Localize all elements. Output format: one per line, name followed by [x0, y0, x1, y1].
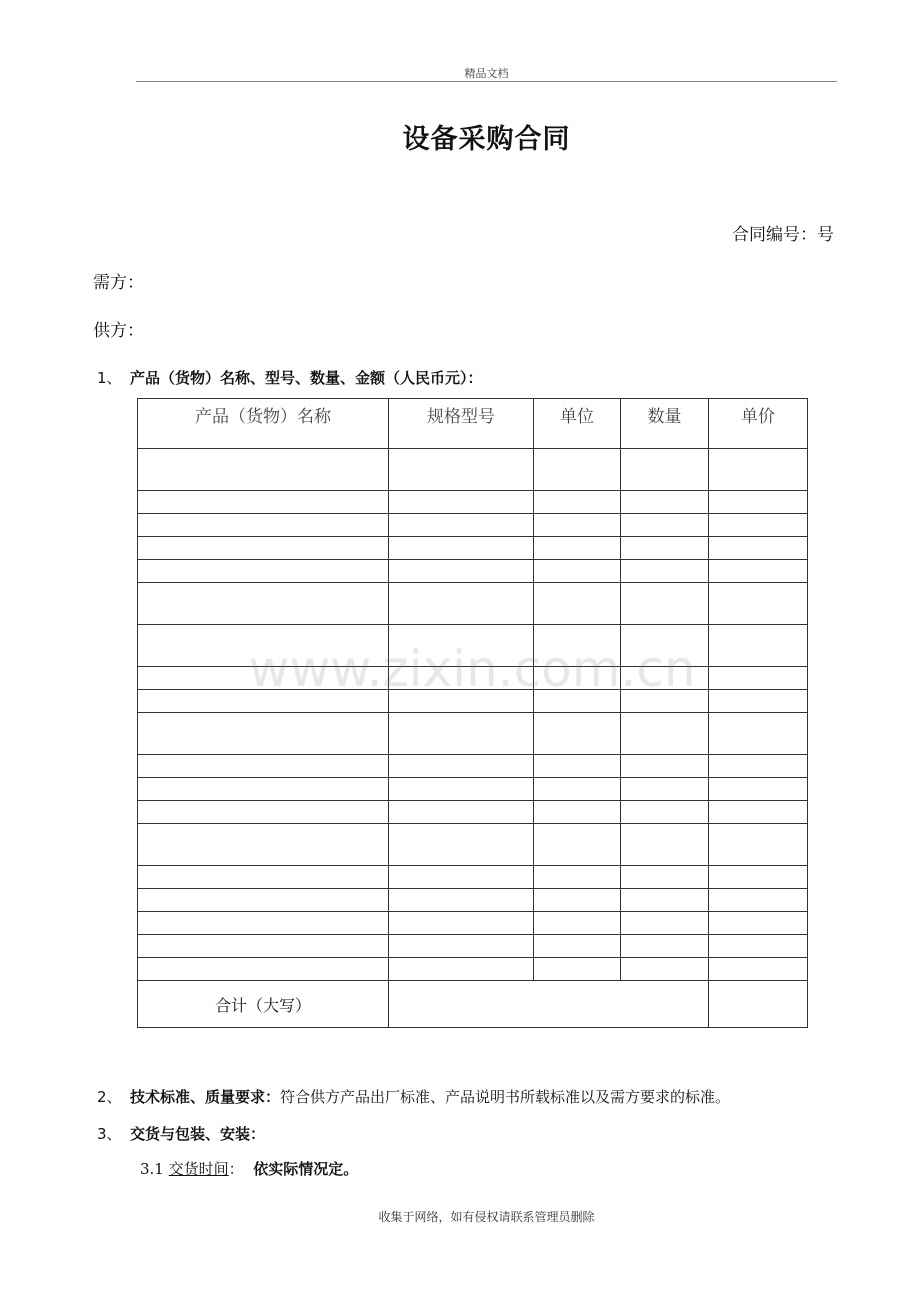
table-cell[interactable] — [621, 958, 709, 981]
table-cell[interactable] — [389, 491, 534, 514]
table-cell[interactable] — [389, 755, 534, 778]
total-amount-cell[interactable] — [389, 981, 709, 1028]
table-cell[interactable] — [389, 801, 534, 824]
table-row — [138, 690, 808, 713]
table-cell[interactable] — [534, 935, 621, 958]
table-cell[interactable] — [621, 583, 709, 625]
table-row — [138, 824, 808, 866]
table-cell[interactable] — [534, 889, 621, 912]
table-cell[interactable] — [709, 514, 808, 537]
column-header: 单位 — [534, 399, 621, 449]
table-row — [138, 935, 808, 958]
table-cell[interactable] — [138, 866, 389, 889]
table-cell[interactable] — [138, 491, 389, 514]
table-cell[interactable] — [138, 625, 389, 667]
table-cell[interactable] — [389, 866, 534, 889]
table-row — [138, 514, 808, 537]
table-row — [138, 713, 808, 755]
table-row — [138, 491, 808, 514]
table-cell[interactable] — [389, 935, 534, 958]
table-cell[interactable] — [389, 690, 534, 713]
page-header-text: 精品文档 — [464, 67, 509, 80]
subsection-number: 3.1 — [140, 1160, 164, 1178]
table-cell[interactable] — [621, 514, 709, 537]
table-cell[interactable] — [534, 491, 621, 514]
table-cell[interactable] — [534, 625, 621, 667]
table-cell[interactable] — [138, 801, 389, 824]
section-title: 产品（货物）名称、型号、数量、金额（人民币元）： — [130, 369, 483, 387]
table-cell[interactable] — [389, 667, 534, 690]
table-cell[interactable] — [138, 912, 389, 935]
table-row — [138, 866, 808, 889]
table-cell[interactable] — [389, 778, 534, 801]
table-cell[interactable] — [709, 778, 808, 801]
table-cell[interactable] — [709, 667, 808, 690]
section-number: 1、 — [97, 369, 122, 387]
table-cell[interactable] — [138, 778, 389, 801]
document-title: 设备采购合同 — [402, 124, 571, 155]
table-cell[interactable] — [534, 778, 621, 801]
total-extra-cell[interactable] — [709, 981, 808, 1028]
table-cell[interactable] — [534, 824, 621, 866]
goods-table — [137, 398, 808, 1028]
table-header-row — [138, 399, 808, 449]
table-cell[interactable] — [534, 667, 621, 690]
table-row — [138, 537, 808, 560]
section-title: 交货与包装、安装： — [130, 1125, 266, 1143]
table-cell[interactable] — [389, 449, 534, 491]
table-cell[interactable] — [709, 560, 808, 583]
table-cell[interactable] — [621, 778, 709, 801]
table-row — [138, 958, 808, 981]
table-cell[interactable] — [138, 583, 389, 625]
column-header: 产品（货物）名称 — [138, 399, 389, 449]
table-cell[interactable] — [534, 514, 621, 537]
table-cell[interactable] — [389, 560, 534, 583]
table-cell[interactable] — [389, 889, 534, 912]
table-cell[interactable] — [709, 755, 808, 778]
table-cell[interactable] — [534, 583, 621, 625]
table-row — [138, 801, 808, 824]
table-cell[interactable] — [709, 912, 808, 935]
section-2-heading — [97, 1086, 730, 1107]
table-row — [138, 778, 808, 801]
table-cell[interactable] — [534, 912, 621, 935]
table-cell[interactable] — [621, 889, 709, 912]
table-cell[interactable] — [709, 958, 808, 981]
subsection-text: 依实际情况定。 — [253, 1160, 359, 1178]
table-cell[interactable] — [709, 690, 808, 713]
contract-number: 合同编号：号 — [732, 225, 834, 245]
table-cell[interactable] — [621, 801, 709, 824]
table-cell[interactable] — [138, 958, 389, 981]
table-cell[interactable] — [389, 537, 534, 560]
table-cell[interactable] — [138, 889, 389, 912]
table-row — [138, 449, 808, 491]
table-row — [138, 667, 808, 690]
table-cell[interactable] — [534, 537, 621, 560]
table-cell[interactable] — [138, 667, 389, 690]
table-row — [138, 625, 808, 667]
table-row — [138, 583, 808, 625]
table-cell[interactable] — [621, 625, 709, 667]
table-cell[interactable] — [389, 958, 534, 981]
table-cell[interactable] — [621, 912, 709, 935]
table-cell[interactable] — [389, 583, 534, 625]
table-cell[interactable] — [709, 583, 808, 625]
table-cell[interactable] — [138, 713, 389, 755]
table-cell[interactable] — [389, 912, 534, 935]
column-header: 单价 — [709, 399, 808, 449]
table-cell[interactable] — [621, 690, 709, 713]
table-cell[interactable] — [621, 491, 709, 514]
table-cell[interactable] — [709, 889, 808, 912]
seller-label: 供方： — [93, 321, 144, 341]
table-cell[interactable] — [534, 690, 621, 713]
section-1-heading — [97, 367, 483, 388]
table-cell[interactable] — [709, 625, 808, 667]
table-cell[interactable] — [709, 449, 808, 491]
watermark: www.zixin.com.cn — [248, 640, 696, 698]
table-cell[interactable] — [534, 713, 621, 755]
table-cell[interactable] — [709, 866, 808, 889]
table-cell[interactable] — [389, 514, 534, 537]
table-row — [138, 755, 808, 778]
subsection-3-1 — [140, 1158, 358, 1179]
table-cell[interactable] — [709, 935, 808, 958]
table-cell[interactable] — [621, 560, 709, 583]
table-cell[interactable] — [138, 824, 389, 866]
table-cell[interactable] — [389, 824, 534, 866]
table-cell[interactable] — [138, 935, 389, 958]
table-cell[interactable] — [621, 537, 709, 560]
section-number: 3、 — [97, 1125, 122, 1143]
header-rule — [136, 81, 837, 82]
table-cell[interactable] — [138, 560, 389, 583]
table-cell[interactable] — [534, 958, 621, 981]
table-cell[interactable] — [709, 801, 808, 824]
table-row — [138, 889, 808, 912]
table-cell[interactable] — [138, 514, 389, 537]
table-cell[interactable] — [534, 755, 621, 778]
table-cell[interactable] — [621, 935, 709, 958]
table-cell[interactable] — [709, 537, 808, 560]
table-cell[interactable] — [534, 801, 621, 824]
table-cell[interactable] — [621, 866, 709, 889]
page-footer: 收集于网络，如有侵权请联系管理员删除 — [378, 1210, 595, 1224]
table-cell[interactable] — [138, 537, 389, 560]
table-cell[interactable] — [621, 713, 709, 755]
table-cell[interactable] — [534, 449, 621, 491]
table-cell[interactable] — [709, 491, 808, 514]
section-title: 技术标准、质量要求： — [130, 1088, 281, 1106]
section-number: 2、 — [97, 1088, 122, 1106]
table-row — [138, 912, 808, 935]
table-cell[interactable] — [389, 625, 534, 667]
table-cell[interactable] — [709, 713, 808, 755]
table-cell[interactable] — [709, 824, 808, 866]
table-cell[interactable] — [138, 755, 389, 778]
table-cell[interactable] — [621, 755, 709, 778]
table-cell[interactable] — [621, 824, 709, 866]
column-header: 数量 — [621, 399, 709, 449]
table-row — [138, 560, 808, 583]
table-cell[interactable] — [534, 560, 621, 583]
section-3-heading — [97, 1123, 265, 1144]
section-text: 符合供方产品出厂标准、产品说明书所载标准以及需方要求的标准。 — [280, 1088, 731, 1106]
table-cell[interactable] — [534, 866, 621, 889]
table-cell[interactable] — [138, 690, 389, 713]
table-cell[interactable] — [389, 713, 534, 755]
total-row — [138, 981, 808, 1028]
column-header: 规格型号 — [389, 399, 534, 449]
table-cell[interactable] — [138, 449, 389, 491]
buyer-label: 需方： — [93, 273, 144, 293]
table-cell[interactable] — [621, 449, 709, 491]
subsection-label: 交货时间 — [168, 1160, 229, 1178]
subsection-sep: ： — [228, 1160, 244, 1178]
total-label: 合计（大写） — [138, 981, 389, 1028]
table-cell[interactable] — [621, 667, 709, 690]
